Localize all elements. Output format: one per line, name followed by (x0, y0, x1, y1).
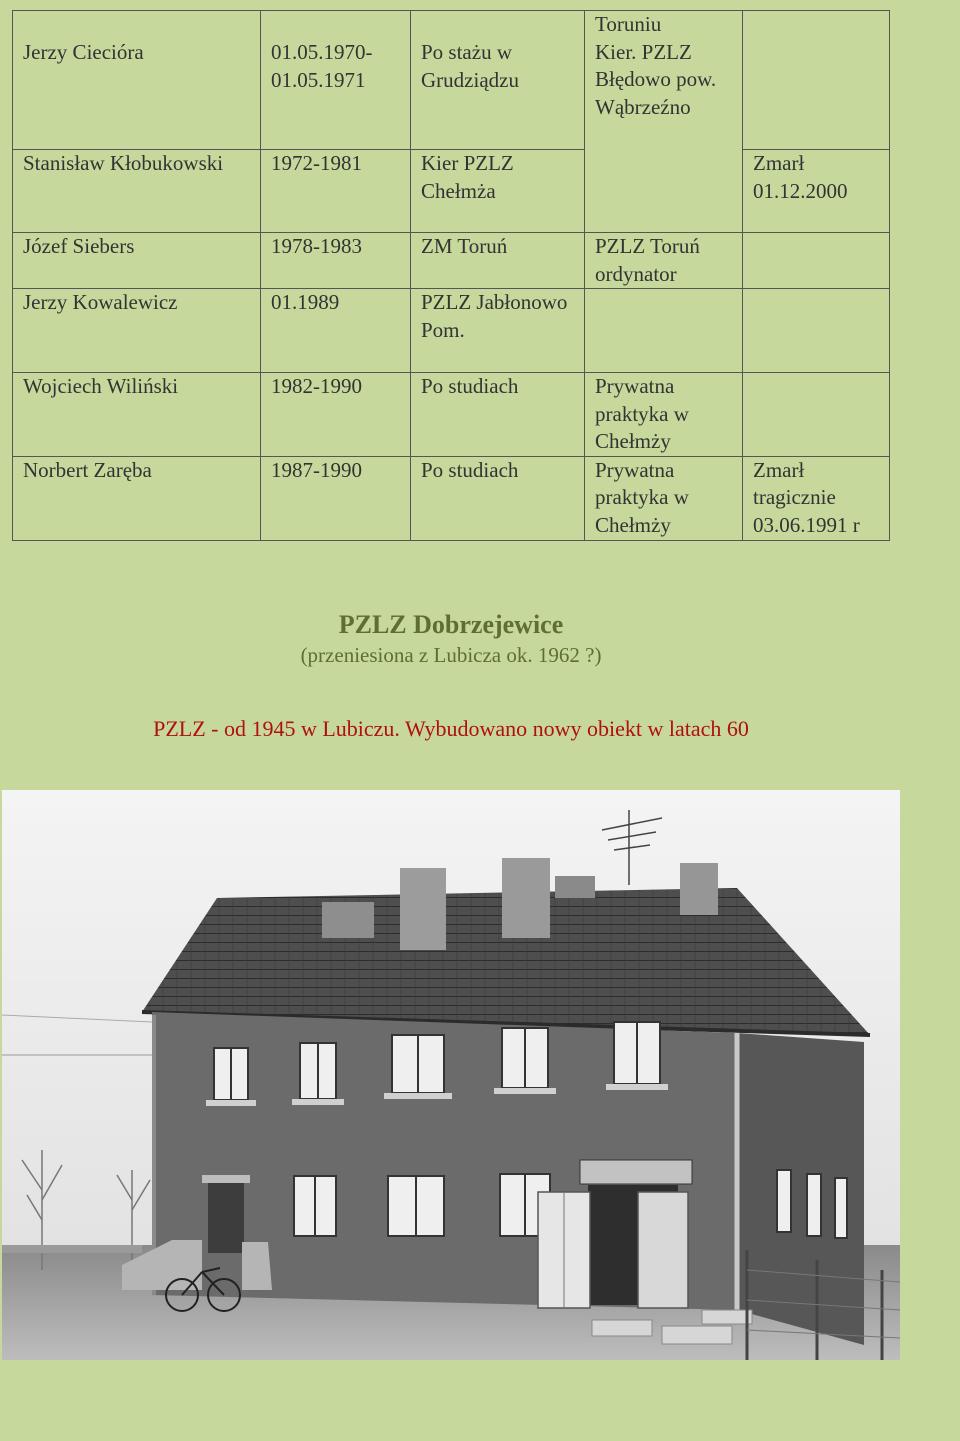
name-cell (13, 150, 261, 233)
table-row (13, 233, 890, 289)
building-photo-illustration (2, 790, 900, 1360)
period-text: 1982-1990 (271, 374, 362, 398)
position-cell (585, 233, 743, 289)
table-row (13, 11, 890, 150)
position-text: Prywatna praktyka w Chełmży (595, 457, 689, 537)
position-cell (585, 289, 743, 373)
note-cell (743, 373, 890, 457)
origin-cell (411, 373, 585, 457)
note-cell (743, 150, 890, 233)
building-photo (2, 790, 900, 1360)
note-cell (743, 456, 890, 540)
period-cell (261, 150, 411, 233)
period-cell (261, 11, 411, 150)
position-text: PZLZ Toruń ordynator (595, 234, 700, 286)
note-cell (743, 233, 890, 289)
name-text: Norbert Zaręba (23, 457, 152, 482)
period-text: 1978-1983 (271, 234, 362, 258)
period-cell (261, 289, 411, 373)
note-text: Zmarł tragicznie 03.06.1991 r (753, 457, 860, 537)
table-row (13, 456, 890, 540)
period-text: 01.05.1970-01.05.1971 (271, 40, 373, 92)
note-cell (743, 289, 890, 373)
origin-text: PZLZ Jabłonowo Pom. (421, 290, 568, 342)
name-cell (13, 11, 261, 150)
period-cell (261, 373, 411, 457)
name-text: Wojciech Wiliński (23, 374, 179, 398)
origin-cell (411, 233, 585, 289)
section-title: PZLZ Dobrzejewice (338, 610, 564, 639)
position-text: Prywatna praktyka w Chełmży (595, 374, 689, 453)
name-text: Jerzy Kowalewicz (23, 290, 178, 314)
note-cell (743, 11, 890, 150)
position-cell (585, 373, 743, 457)
origin-text: Po stażu w Grudziądzu (421, 40, 519, 92)
note-text: Zmarł 01.12.2000 (753, 151, 848, 203)
period-cell (261, 456, 411, 540)
period-text: 1987-1990 (271, 457, 362, 482)
position-cell (585, 456, 743, 540)
origin-text: Po studiach (421, 374, 519, 398)
name-text: Jerzy Ciecióra (23, 40, 144, 64)
name-text: Stanisław Kłobukowski (23, 151, 224, 175)
name-cell (13, 289, 261, 373)
origin-cell (411, 150, 585, 233)
table-row (13, 289, 890, 373)
name-cell (13, 233, 261, 289)
staff-table (12, 10, 890, 541)
name-cell (13, 373, 261, 457)
name-text: Józef Siebers (23, 234, 135, 258)
table-row (13, 150, 890, 233)
origin-cell (411, 11, 585, 150)
origin-cell (411, 456, 585, 540)
period-text: 1972-1981 (271, 151, 362, 175)
period-text: 01.1989 (271, 290, 340, 314)
origin-text: Kier PZLZ Chełmża (421, 151, 514, 203)
position-cell (585, 11, 743, 233)
position-text: Toruniu Kier. PZLZ Błędowo pow. Wąbrzeźno (595, 12, 717, 119)
period-cell (261, 233, 411, 289)
origin-text: ZM Toruń (421, 234, 508, 258)
section-subtitle: (przeniesiona z Lubicza ok. 1962 ?) (300, 643, 602, 667)
name-cell (13, 456, 261, 540)
section-note: PZLZ - od 1945 w Lubiczu. Wybudowano nowy obiekt w latach 60 (153, 716, 749, 741)
table-row (13, 373, 890, 457)
origin-text: Po studiach (421, 457, 519, 482)
origin-cell (411, 289, 585, 373)
